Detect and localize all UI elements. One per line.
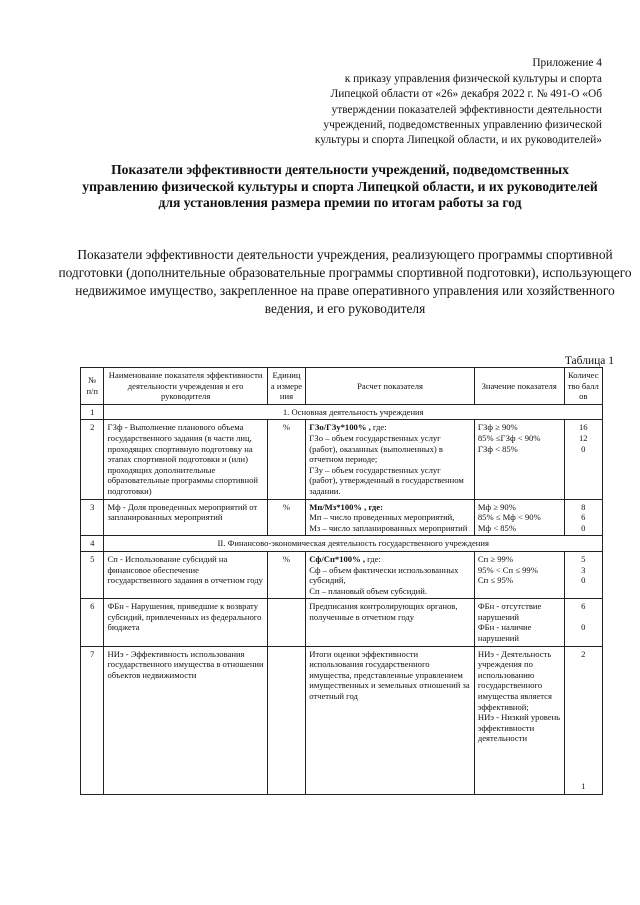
calc-line: ГЗо – объем государственных услуг (работ), оказанных (выполненных) в отчетном периоде; [309, 432, 443, 465]
indicators-table [80, 367, 603, 795]
row-num: 2 [81, 420, 104, 499]
points-value: 3 [581, 564, 586, 575]
table-caption: Таблица 1 [564, 355, 614, 367]
calc-formula: Сф/Сп*100% , [309, 553, 365, 564]
value-line: Мф < 85% [477, 522, 516, 533]
indicator-unit: % [267, 551, 305, 598]
table-row [81, 420, 603, 499]
indicator-unit [267, 599, 305, 646]
calc-formula-tail: где: [365, 553, 381, 564]
value-line: ГЗф < 85% [477, 443, 518, 454]
indicator-points [564, 551, 602, 598]
table-header-row [81, 368, 603, 405]
points-value: 2 [581, 648, 586, 659]
value-line: ФБн - наличие нарушений [477, 622, 532, 644]
value-line: 95% < Сп ≤ 99% [477, 564, 538, 575]
document-subtitle: Показатели эффективности деятельности учреждения, реализующего программы спортивной подготовки (дополнительные образовательные программы спортивной подготовки), использующего недвижимое имущество, закрепленное на праве оперативного управления или хозяйственного ведения, и его руководителя [58, 247, 632, 316]
section-row [81, 536, 603, 552]
indicator-value [474, 499, 564, 536]
row-num: 7 [81, 646, 104, 794]
section-title: 1. Основная деятельность учреждения [104, 404, 603, 420]
indicator-points [564, 646, 602, 794]
calc-line: Мз – число запланированных мероприятий [309, 522, 468, 533]
document-title: Показатели эффективности деятельности учреждений, подведомственных управлению физической культуры и спорта Липецкой области, и их руководителей для установления размера премии по итогам работы за год [82, 162, 598, 210]
indicator-value [474, 646, 564, 794]
header-unit: Единица измерения [267, 368, 305, 405]
calc-line: Мп – число проведенных мероприятий, [309, 512, 455, 523]
points-value: 6 [581, 512, 586, 523]
table-row [81, 499, 603, 536]
header-name: Наименование показателя эффективности деятельности учреждения и его руководителя [104, 368, 267, 405]
calc-line: Сф – объем фактически использованных субсидий, [309, 564, 459, 586]
points-value: 0 [581, 443, 586, 454]
appendix-line: Липецкой области от «26» декабря 2022 г. № 491-О «Об [330, 88, 602, 101]
table-row [81, 599, 603, 646]
indicator-name: ФБн - Нарушения, приведшие к возврату субсидий, привлеченных из федерального бюджета [104, 599, 267, 646]
points-value: 0 [581, 575, 586, 586]
value-line: Сп ≤ 95% [477, 575, 513, 586]
value-line: НИэ - Деятельность учреждения по использованию государственного имущества является эффективной; [477, 648, 552, 712]
indicator-name: НИэ - Эффективность использования государственного имущества в отношении объектов недвижимости [104, 646, 267, 794]
value-line: Мф ≥ 90% [477, 501, 516, 512]
indicator-value [474, 599, 564, 646]
header-points: Количество баллов [564, 368, 602, 405]
appendix-line: утверждении показателей эффективности деятельности [331, 103, 602, 116]
points-value: 16 [578, 422, 588, 433]
points-value: 8 [581, 501, 586, 512]
table-row [81, 551, 603, 598]
value-line: 85% ≤ГЗф < 90% [477, 432, 541, 443]
header-value: Значение показателя [474, 368, 564, 405]
value-line: ГЗф ≥ 90% [477, 422, 518, 433]
indicator-name: Сп - Использование субсидий на финансовое обеспечение государственного задания в отчетном году [104, 551, 267, 598]
points-value: 1 [581, 781, 586, 792]
points-value: 0 [581, 621, 586, 632]
indicator-unit: % [267, 420, 305, 499]
appendix-line: учреждений, подведомственных управлению физической [323, 118, 602, 131]
header-num: № п/п [81, 368, 104, 405]
value-line: 85% ≤ Мф < 90% [477, 512, 541, 523]
calc-formula-tail: где: [370, 422, 387, 433]
indicator-unit: % [267, 499, 305, 536]
indicator-name: ГЗф - Выполнение планового объема государственного задания (в части лиц, проходящих спортивную подготовку на этапах спортивной подготовки и (или) проходящих дополнительные образовательные программы спортивной подготовки) [104, 420, 267, 499]
appendix-line: Приложение 4 [532, 57, 602, 69]
table-row [81, 646, 603, 794]
appendix-line: культуры и спорта Липецкой области, и их руководителей» [314, 134, 602, 147]
indicator-calc [306, 551, 475, 598]
value-line: НИэ - Низкий уровень эффективности деятельности [477, 712, 561, 744]
value-line: ФБн - отсутствие нарушений [477, 601, 542, 622]
calc-formula: ГЗо/ГЗу*100% , [309, 422, 371, 433]
row-num: 4 [81, 536, 104, 552]
indicator-value [474, 420, 564, 499]
points-value: 6 [581, 601, 586, 612]
appendix-line: к приказу управления физической культуры и спорта [344, 73, 602, 86]
calc-line: Сп – плановый объем субсидий. [309, 585, 428, 596]
section-title: II. Финансово-экономическая деятельность государственного учреждения [104, 536, 603, 552]
section-row [81, 404, 603, 420]
indicator-points [564, 499, 602, 536]
points-value: 5 [581, 553, 586, 564]
calc-line: ГЗу – объем государственных услуг (работ), утвержденный в государственном задании. [309, 464, 464, 496]
indicator-calc: Предписания контролирующих органов, полученные в отчетном году [306, 599, 475, 646]
calc-formula: Мп/Мз*100% , где: [309, 501, 383, 512]
value-line: Сп ≥ 99% [477, 553, 513, 564]
indicator-unit [267, 646, 305, 794]
appendix-header [282, 56, 602, 148]
indicator-calc [306, 499, 475, 536]
row-num: 6 [81, 599, 104, 646]
indicator-name: Мф - Доля проведенных мероприятий от запланированных мероприятий [104, 499, 267, 536]
indicator-points [564, 599, 602, 646]
indicator-calc: Итоги оценки эффективности использования государственного имущества, представленные управлением имущественных и земельных отношений за отчетный год [306, 646, 475, 794]
indicator-value [474, 551, 564, 598]
indicator-calc [306, 420, 475, 499]
points-value: 0 [581, 522, 586, 533]
row-num: 3 [81, 499, 104, 536]
row-num: 5 [81, 551, 104, 598]
indicator-points [564, 420, 602, 499]
row-num: 1 [81, 404, 104, 420]
points-value: 12 [578, 432, 588, 443]
header-calc: Расчет показателя [306, 368, 475, 405]
